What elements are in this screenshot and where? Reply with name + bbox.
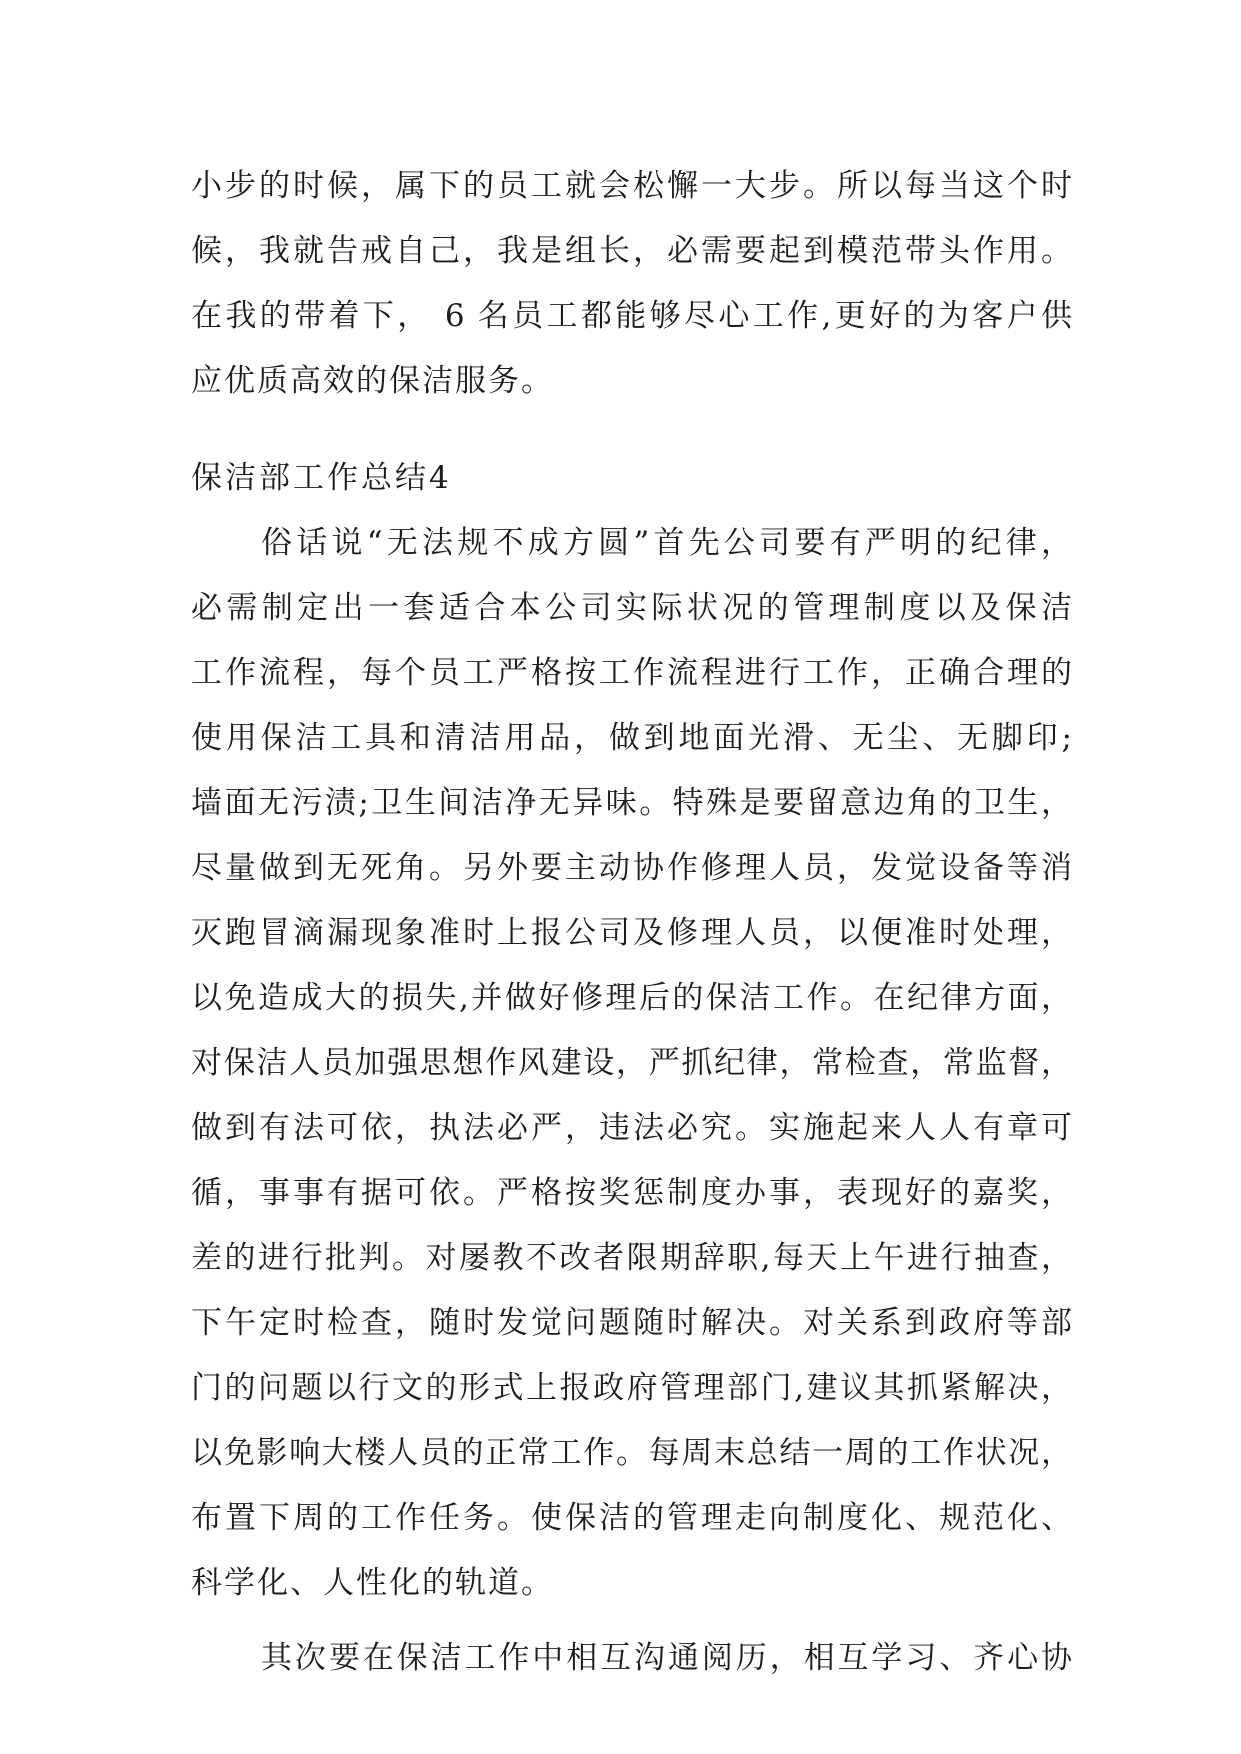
- text-line: 俗话说“无法规不成方圆”首先公司要有严明的纪律，: [261, 525, 1072, 561]
- paragraph: [191, 1626, 1072, 1691]
- text-line: 尽量做到无死角。另外要主动协作修理人员，发觉设备等消: [191, 850, 1072, 886]
- paragraph: [191, 511, 1072, 1616]
- paragraph-continued: [191, 154, 1072, 414]
- section-heading: 保洁部工作总结4: [191, 460, 452, 496]
- text-line: 在我的带着下， 6 名员工都能够尽心工作,更好的为客户供: [191, 298, 1072, 334]
- text-line: 灭跑冒滴漏现象准时上报公司及修理人员，以便准时处理，: [191, 915, 1072, 951]
- text-line: 做到有法可依，执法必严，违法必究。实施起来人人有章可: [191, 1110, 1072, 1146]
- text-line: 布置下周的工作任务。使保洁的管理走向制度化、规范化、: [191, 1500, 1072, 1536]
- text-line: 科学化、人性化的轨道。: [191, 1565, 554, 1601]
- text-line: 差的进行批判。对屡教不改者限期辞职,每天上午进行抽查，: [191, 1240, 1072, 1276]
- text-line: 必需制定出一套适合本公司实际状况的管理制度以及保洁: [191, 590, 1072, 626]
- text-line: 小步的时候，属下的员工就会松懈一大步。所以每当这个时: [191, 168, 1072, 204]
- text-line: 以免造成大的损失,并做好修理后的保洁工作。在纪律方面，: [191, 980, 1072, 1016]
- text-line: 对保洁人员加强思想作风建设，严抓纪律，常检查，常监督，: [191, 1045, 1072, 1081]
- document-body: [191, 154, 1072, 1691]
- text-line: 循，事事有据可依。严格按奖惩制度办事，表现好的嘉奖，: [191, 1175, 1072, 1211]
- text-line: 墙面无污渍;卫生间洁净无异味。特殊是要留意边角的卫生，: [191, 785, 1072, 821]
- text-line: 工作流程，每个员工严格按工作流程进行工作，正确合理的: [191, 655, 1072, 691]
- text-line: 使用保洁工具和清洁用品，做到地面光滑、无尘、无脚印;: [191, 720, 1072, 756]
- text-line: 门的问题以行文的形式上报政府管理部门,建议其抓紧解决，: [191, 1370, 1072, 1406]
- text-line: 以免影响大楼人员的正常工作。每周末总结一周的工作状况，: [191, 1435, 1072, 1471]
- text-line: 应优质高效的保洁服务。: [191, 363, 554, 399]
- text-line: 候，我就告戒自己，我是组长，必需要起到模范带头作用。: [191, 233, 1072, 269]
- text-line: 其次要在保洁工作中相互沟通阅历，相互学习、齐心协: [261, 1640, 1072, 1676]
- text-line: 下午定时检查，随时发觉问题随时解决。对关系到政府等部: [191, 1305, 1072, 1341]
